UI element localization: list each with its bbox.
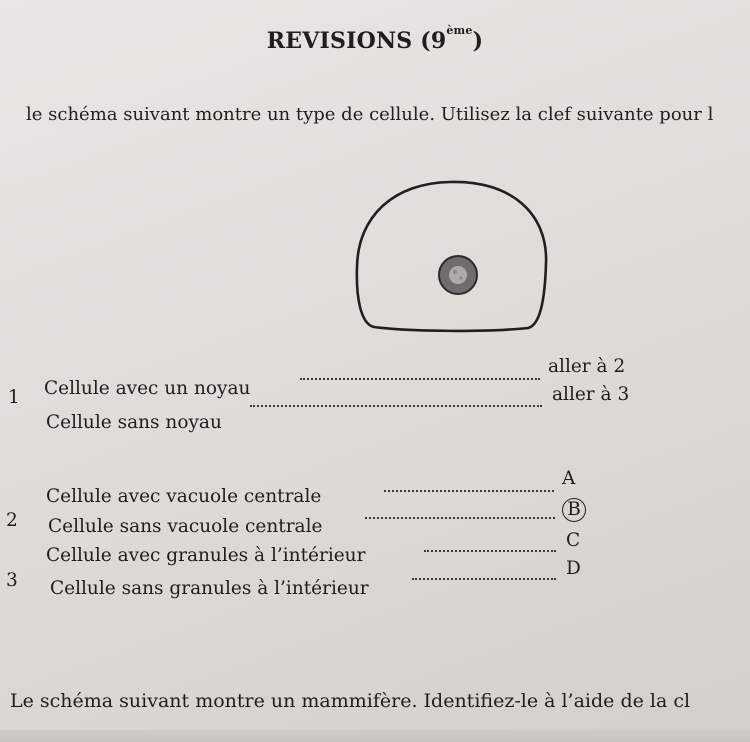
title-close: ) xyxy=(472,28,484,54)
key-3-result-b: D xyxy=(566,558,581,579)
dotted-leader xyxy=(384,490,554,492)
key-1-option-b: Cellule sans noyau xyxy=(46,412,222,433)
key-1-option-a: Cellule avec un noyau xyxy=(44,378,251,399)
key-1-result-a: aller à 2 xyxy=(548,356,626,377)
key-2-option-b: Cellule sans vacuole centrale xyxy=(48,516,323,537)
footer-instruction: Le schéma suivant montre un mammifère. Identifiez-le à l’aide de la cl xyxy=(10,690,691,712)
key-number-1: 1 xyxy=(8,387,20,408)
key-2-result-a: A xyxy=(562,468,576,489)
key-3-option-a: Cellule avec granules à l’intérieur xyxy=(46,545,366,566)
dotted-leader xyxy=(300,378,540,380)
title-text: REVISIONS (9 xyxy=(266,28,447,54)
key-number-3: 3 xyxy=(6,570,18,591)
dotted-leader xyxy=(412,578,556,580)
title-superscript: ème xyxy=(446,24,473,37)
key-3-option-b: Cellule sans granules à l’intérieur xyxy=(50,578,369,599)
key-1-result-b: aller à 3 xyxy=(552,384,630,405)
dotted-leader xyxy=(424,550,556,552)
cell-diagram xyxy=(350,175,550,340)
page-edge-shadow xyxy=(0,730,750,742)
dotted-leader xyxy=(250,405,542,407)
key-2-result-b: B xyxy=(562,498,586,522)
page-title xyxy=(0,24,750,54)
key-2-result-b-circled xyxy=(562,498,586,522)
dotted-leader xyxy=(365,517,555,519)
intro-instruction: le schéma suivant montre un type de cellule. Utilisez la clef suivante pour l xyxy=(26,104,714,125)
key-3-result-a: C xyxy=(566,530,581,551)
key-number-2: 2 xyxy=(6,510,18,531)
cell-nucleolus xyxy=(449,266,467,284)
key-2-option-a: Cellule avec vacuole centrale xyxy=(46,486,322,507)
